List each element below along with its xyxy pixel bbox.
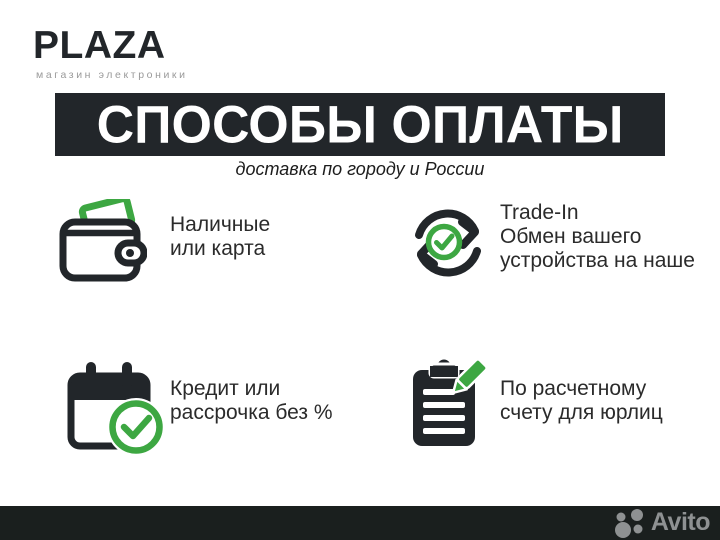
clipboard-pencil-icon <box>409 356 489 450</box>
watermark-bar <box>0 506 720 540</box>
feature-line: устройства на наше <box>500 249 695 272</box>
calendar-check-icon <box>66 360 164 456</box>
brand-logo <box>33 26 188 81</box>
feature-line: Обмен вашего <box>500 225 642 248</box>
feature-trade-in <box>500 201 695 273</box>
avito-dots-icon <box>612 507 648 539</box>
wallet-icon <box>57 199 147 285</box>
page-title: СПОСОБЫ ОПЛАТЫ <box>96 94 624 155</box>
avito-watermark <box>612 507 710 539</box>
title-banner <box>55 93 665 156</box>
feature-credit <box>170 377 333 425</box>
feature-cash-card <box>170 213 270 261</box>
brand-tagline: магазин электроники <box>36 69 188 81</box>
feature-line: счету для юрлиц <box>500 401 663 424</box>
banner-subtitle: доставка по городу и России <box>235 159 485 179</box>
avito-label: Avito <box>650 507 710 536</box>
trade-in-arrows-icon <box>402 197 494 289</box>
feature-line: Trade-In <box>500 201 579 224</box>
feature-line: или карта <box>170 237 266 260</box>
feature-line: По расчетному <box>500 377 647 400</box>
feature-line: Наличные <box>170 213 271 236</box>
feature-line: рассрочка без % <box>170 401 333 424</box>
feature-line: Кредит или <box>170 377 281 400</box>
brand-name: PLAZA <box>33 24 166 67</box>
feature-invoice <box>500 377 663 425</box>
